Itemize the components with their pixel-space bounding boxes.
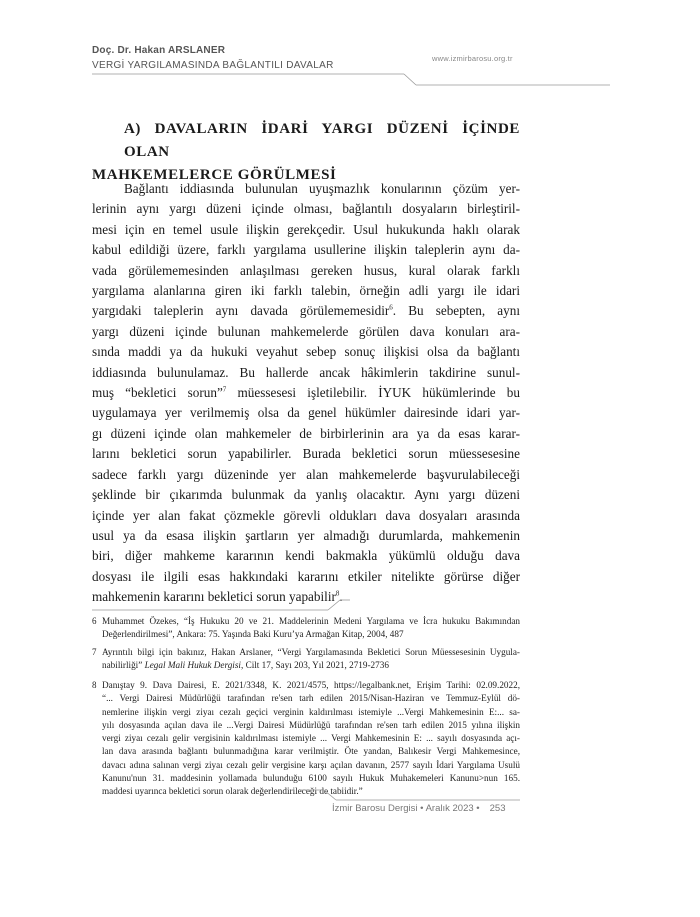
footnote-rule: [92, 598, 350, 612]
body-line: kabul edildiği üzere, farklı yargılama usullerine ilişkin taleplerin aynı da-: [92, 242, 520, 258]
body-line-text: müessesesi işletilebilir. İYUK hükümlerinde bu: [226, 385, 520, 401]
body-line: usul ya da esasa ilişkin şartların yer almadığı durumlarda, mahkemenin: [92, 527, 520, 543]
author-name: Doç. Dr. Hakan ARSLANER: [92, 45, 226, 56]
footnote-7: [92, 646, 520, 673]
footer-rule: [300, 788, 520, 804]
body-line: sında maddi ya da hukuki veyahut sebep sonuç ilişkisi olsa da bağlantı: [92, 344, 520, 360]
body-line-text: . Bu sebepten, aynı: [392, 303, 520, 319]
footnote-ref-6[interactable]: 6: [389, 304, 393, 313]
footnote-line: Değerlendirilmesi”, Ankara: 75. Yaşında Baki Kuru’ya Armağan Kitap, 2004, 487: [102, 629, 404, 640]
body-line: yargı düzeni içinde bulunan mahkemelerde görülen dava konuları ara-: [92, 323, 520, 339]
page-number: 253: [489, 803, 506, 814]
heading-line-2: MAHKEMELERCE GÖRÜLMESİ: [92, 167, 337, 183]
footnote-number: 7: [92, 647, 97, 657]
footnote-line: Kanunu'nun 31. maddesinin yollamada bulunduğu 6100 sayılı Hukuk Muhakemeleri Kanunu>nun 165.: [102, 773, 520, 784]
body-line: [92, 301, 520, 321]
body-line-text: .: [339, 589, 343, 605]
journal-title: Legal Mali Hukuk Dergisi: [144, 660, 241, 671]
website-url: www.izmirbarosu.org.tr: [432, 54, 513, 63]
header-rule: [92, 73, 610, 93]
footnote-number: 8: [92, 680, 97, 690]
body-line: vada görülememesinden anlaşılması gereken husus, kural olarak farklı: [92, 262, 520, 278]
body-line: iddiasında bulunulamaz. Bu hallerde ancak hâkimlerin takdirine sunul-: [92, 364, 520, 380]
page-footer: [332, 803, 505, 814]
footnote-line: Ayrıntılı bilgi için bakınız, Hakan Arslaner, “Vergi Yargılamasında Bekletici Sorun Müessesesinin Uygula-: [102, 647, 520, 657]
heading-line-1: A) DAVALARIN İDARİ YARGI DÜZENİ İÇİNDE OLAN: [124, 121, 520, 160]
footnote-8: [92, 679, 520, 799]
footnote-line: davacı adına salınan vergi ziyaı cezalı gelir vergisine karşı açılan davanın, 2577 sayılı İdari Yargılama Usulü: [102, 759, 520, 770]
body-line: dosyası ile ilgili esas hakkındaki kararını etkiler nitelikte görürse diğer: [92, 568, 520, 584]
journal-name: İzmir Barosu Dergisi • Aralık 2023 •: [332, 803, 480, 814]
section-heading: [92, 118, 520, 187]
footnote-line: Muhammet Özekes, “İş Hukuku 20 ve 21. Maddelerinin Medeni Yargılama ve İcra hukuku Bakımından: [102, 616, 520, 626]
footnote-line: lan dava arasında bağlantı bulunmadığına karar verilmiştir. Öte yandan, Balıkesir Vergi Mahkemesince,: [102, 746, 520, 757]
footnote-line: yılı dosyasında açılan dava ile ...Vergi Dairesi Müdürlüğü tarafından re'sen tarh edilen 2015 yılına ilişkin: [102, 719, 520, 730]
footnote-line: vergi ziyaı cezalı gelir vergisinin kaldırılması istemiyle ... Vergi Mahkemesinin E: ... sayılı dosyasında açı-: [102, 733, 520, 744]
footnote-line: Danıştay 9. Dava Dairesi, E. 2021/3348, K. 2021/4575, https://legalbank.net, Erişim Tarihi: 02.09.2022,: [102, 680, 520, 690]
footnote-line: nemlerine ilişkin vergi ziyaı cezalı geçici verginin kaldırılması istemiyle ...Vergi Mahkemesinin E:... sa-: [102, 706, 520, 717]
body-line-text: muş “bekletici sorun”: [92, 385, 223, 401]
body-line: Bağlantı iddiasında bulunulan uyuşmazlık konularının çözüm yer-: [124, 181, 520, 196]
body-line: [92, 383, 520, 403]
body-line: sadece farklı yargı düzeninde yer alan mahkemelerde başvurulabileceği: [92, 466, 520, 482]
body-paragraph: [92, 179, 520, 608]
footnote-line: maddesi uyarınca bekletici sorun olarak değerlendirileceği de tabiidir.”: [102, 786, 363, 797]
body-line: içinde yer alan fakat çözmekle görevli oldukları dava dosyaları arasında: [92, 507, 520, 523]
body-line: lerinin aynı yargı düzeni içinde olması, bağlantılı dosyaların birleştiril-: [92, 201, 520, 217]
body-line: gı düzeni içinde olan mahkemeler de birbirlerinin ara ya da esas karar-: [92, 425, 520, 441]
body-line: uygulamaya yer verilmemiş olsa da genel hükümler dairesinde idari yar-: [92, 405, 520, 421]
body-line: yargılama alanlarına giren iki farklı talebin, örneğin adli yargı ile idari: [92, 283, 520, 299]
body-line: larını bekletici sorun yapabilirler. Burada bekletici sorun müessesesine: [92, 446, 520, 462]
body-line: biri, diğer mahkeme kararının kendi bakmakla yükümlü olduğu dava: [92, 548, 520, 564]
footnote-6: [92, 615, 520, 642]
footnote-ref-8[interactable]: 8: [335, 589, 340, 598]
footnote-ref-7[interactable]: 7: [222, 385, 227, 394]
body-line-text: mahkemenin kararını bekletici sorun yapabilir: [92, 589, 336, 605]
footnote-line: nabilirliği” Legal Mali Hukuk Dergisi, Cilt 17, Sayı 203, Yıl 2021, 2719-2736: [102, 660, 389, 671]
running-title: VERGİ YARGILAMASINDA BAĞLANTILI DAVALAR: [92, 60, 334, 71]
body-line: mesi için en temel usule ilişkin gerekçedir. Usul hukukunda haklı olarak: [92, 221, 520, 237]
footnote-line: “... Vergi Dairesi Müdürlüğü tarafından re'sen tarh edilen 2015/Nisan-Haziran ve Temmuz-Eylül dö-: [102, 693, 520, 704]
body-line-text: yargıdaki taleplerin aynı davada görülememesidir: [92, 303, 390, 319]
footnote-number: 6: [92, 616, 97, 626]
body-line: şeklinde bir çıkarımda bulunmak da yanlış olacaktır. Aynı yargı düzeni: [92, 487, 520, 503]
